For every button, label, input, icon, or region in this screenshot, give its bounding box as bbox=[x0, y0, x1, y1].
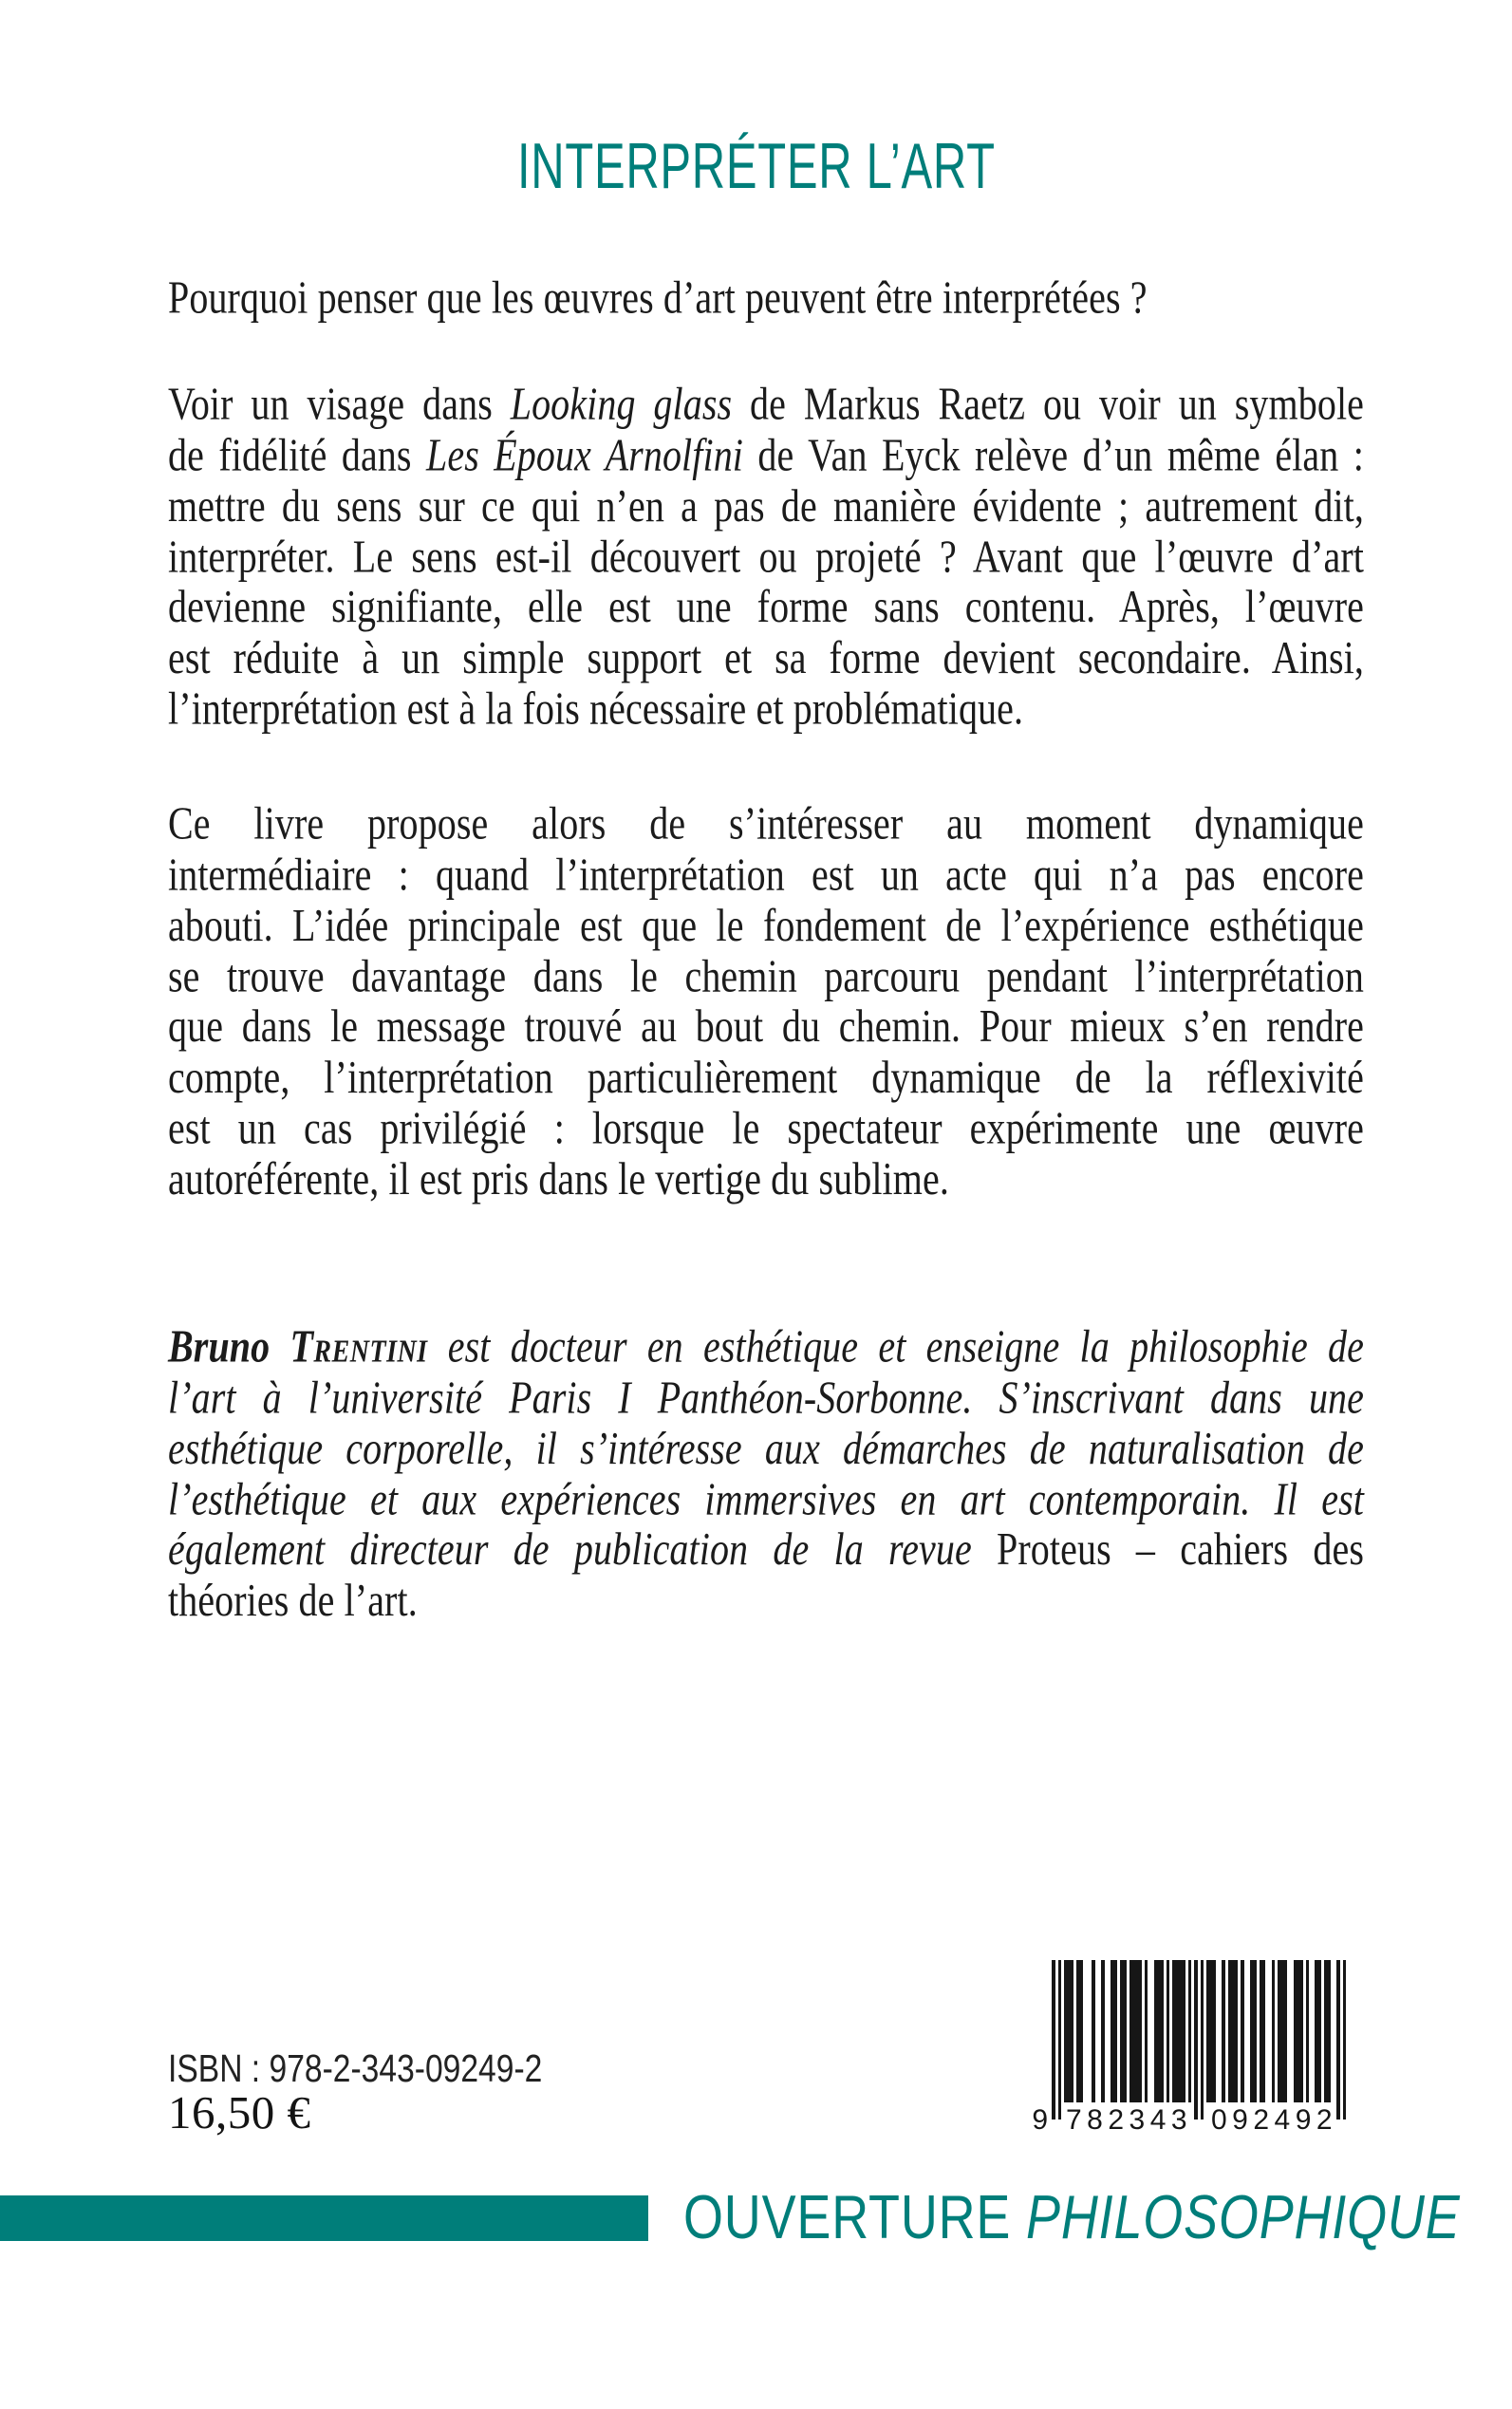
text-line: devienne signifiante, elle est une forme sans contenu. Après, l’œuvre bbox=[168, 580, 1364, 633]
collection-series-title bbox=[683, 2183, 1512, 2251]
collection-word-ouverture: OUVERTURE bbox=[683, 2182, 1027, 2251]
text-line: l’art à l’université Paris I Panthéon-Sorbonne. S’inscrivant dans une bbox=[168, 1371, 1364, 1424]
isbn-text: ISBN : 978-2-343-09249-2 bbox=[168, 2046, 543, 2090]
author-bio bbox=[168, 1321, 1364, 1626]
barcode-digit-group: 782343 bbox=[1066, 2104, 1193, 2136]
text-line: mettre du sens sur ce qui n’en a pas de manière évidente ; autrement dit, bbox=[168, 478, 1364, 532]
text-line: de fidélité dans Les Époux Arnolfini de Van Eyck relève d’un même élan : bbox=[168, 428, 1365, 481]
text-line: l’esthétique et aux expériences immersives en art contemporain. Il est bbox=[168, 1472, 1364, 1525]
paragraph-thesis bbox=[168, 798, 1364, 1204]
paragraph-intro bbox=[168, 272, 1364, 323]
text-line: théories de l’art. bbox=[168, 1574, 418, 1627]
barcode-digit-group: 092492 bbox=[1211, 2104, 1338, 2136]
price-text: 16,50 € bbox=[168, 2086, 311, 2138]
ean13-barcode bbox=[1032, 1960, 1346, 2145]
collection-color-band bbox=[0, 2195, 648, 2241]
page-title: INTERPRÉTER L’ART bbox=[516, 130, 996, 202]
text-line: interpréter. Le sens est-il découvert ou projeté ? Avant que l’œuvre d’art bbox=[168, 530, 1364, 583]
text-line: est réduite à un simple support et sa forme devient secondaire. Ainsi, bbox=[168, 631, 1364, 684]
text-line: que dans le message trouvé au bout du chemin. Pour mieux s’en rendre bbox=[168, 999, 1364, 1053]
text-line: esthétique corporelle, il s’intéresse aux démarches de naturalisation de bbox=[168, 1421, 1364, 1474]
text-line: Voir un visage dans Looking glass de Markus Raetz ou voir un symbole bbox=[168, 377, 1365, 430]
text-line: Pourquoi penser que les œuvres d’art peuvent être interprétées ? bbox=[168, 271, 1148, 324]
paragraph-argument bbox=[168, 379, 1364, 734]
text-line: Bruno Trentini est docteur en esthétique et enseigne la philosophie de bbox=[168, 1319, 1364, 1373]
text-line: intermédiaire : quand l’interprétation est un acte qui n’a pas encore bbox=[168, 848, 1364, 901]
text-line: est un cas privilégié : lorsque le spectateur expérimente une œuvre bbox=[168, 1101, 1364, 1154]
text-line: compte, l’interprétation particulièrement dynamique de la réflexivité bbox=[168, 1051, 1364, 1104]
text-line: l’interprétation est à la fois nécessaire et problématique. bbox=[168, 682, 1024, 735]
text-line: également directeur de publication de la revue Proteus – cahiers des bbox=[168, 1522, 1364, 1576]
barcode-digit-group: 9 bbox=[1032, 2104, 1048, 2136]
text-line: se trouve davantage dans le chemin parcouru pendant l’interprétation bbox=[168, 949, 1364, 1002]
collection-word-philosophique: PHILOSOPHIQUE bbox=[1026, 2182, 1461, 2251]
text-line: abouti. L’idée principale est que le fondement de l’expérience esthétique bbox=[168, 898, 1364, 951]
text-line: Ce livre propose alors de s’intéresser au moment dynamique bbox=[168, 796, 1364, 850]
text-line: autoréférente, il est pris dans le vertige du sublime. bbox=[168, 1152, 949, 1205]
